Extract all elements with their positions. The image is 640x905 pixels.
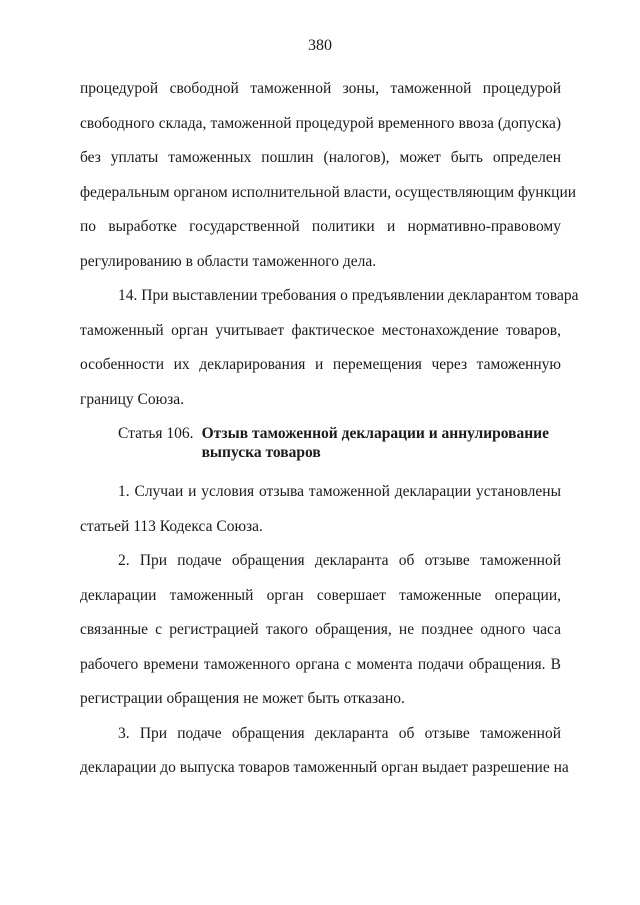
text-line: связанные с регистрацией такого обращения, не позднее одного часа <box>80 621 561 638</box>
paragraph-item-2 <box>80 544 561 717</box>
text-line: по выработке государственной политики и нормативно-правовому <box>80 218 561 235</box>
text-line: 3. При подаче обращения декларанта об отзыве таможенной <box>118 724 561 742</box>
article-title-line: выпуска товаров <box>201 444 321 461</box>
text-line: свободного склада, таможенной процедурой временного ввоза (допуска) <box>80 114 561 132</box>
text-line: 2. При подаче обращения декларанта об отзыве таможенной <box>118 552 561 569</box>
text-line: 1. Случаи и условия отзыва таможенной декларации установлены <box>118 483 561 500</box>
text-line: без уплаты таможенных пошлин (налогов), может быть определен <box>80 149 561 166</box>
article-title-line: Отзыв таможенной декларации и аннулирование <box>201 425 549 442</box>
text-line: регулированию в области таможенного дела. <box>80 252 377 270</box>
text-line: особенности их декларирования и перемещения через таможенную <box>80 356 561 373</box>
page-number: 380 <box>308 37 332 54</box>
paragraph-continuation <box>80 72 577 279</box>
text-line: декларации таможенный орган совершает таможенные операции, <box>80 586 561 604</box>
text-line: декларации до выпуска товаров таможенный орган выдает разрешение на <box>80 759 569 776</box>
paragraph-item-1 <box>80 475 561 544</box>
text-line: статьей 113 Кодекса Союза. <box>80 517 263 535</box>
article-title <box>202 424 549 462</box>
text-line: 14. При выставлении требования о предъявлении декларантом товара <box>118 287 579 304</box>
text-line: таможенный орган учитывает фактическое местонахождение товаров, <box>80 321 561 339</box>
text-line: границу Союза. <box>80 390 185 408</box>
text-line: регистрации обращения не может быть отказано. <box>80 690 405 707</box>
paragraph-item-14 <box>80 279 579 417</box>
text-line: федеральным органом исполнительной власти, осуществляющим функции <box>80 183 577 201</box>
paragraph-item-3 <box>80 717 569 786</box>
text-line: рабочего времени таможенного органа с момента подачи обращения. В <box>80 655 561 673</box>
text-line: процедурой свободной таможенной зоны, таможенной процедурой <box>80 80 561 97</box>
article-label: Статья 106. <box>118 425 194 442</box>
document-body <box>80 72 579 786</box>
article-heading <box>80 417 561 475</box>
